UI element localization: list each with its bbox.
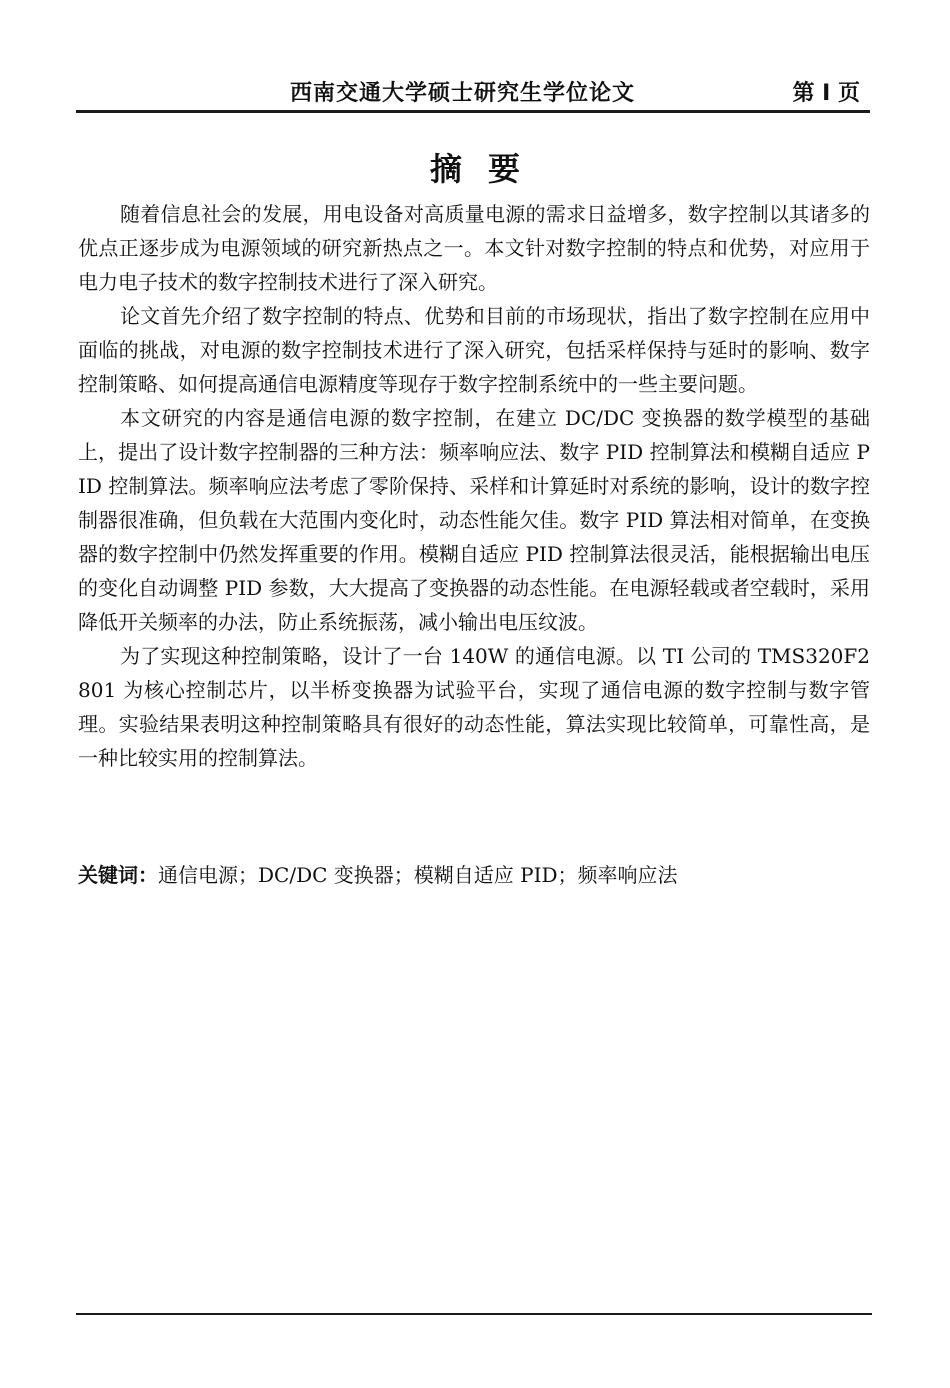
- keywords-line: [78, 858, 870, 892]
- abstract-body: [78, 197, 870, 775]
- footer-rule: [76, 1313, 872, 1315]
- abstract-title: 摘要: [429, 150, 546, 188]
- abstract-paragraph-4: 为了实现这种控制策略，设计了一台 140W 的通信电源。以 TI 公司的 TMS320F2801 为核心控制芯片，以半桥变换器为试验平台，实现了通信电源的数字控制与数字管理。实验结果表明这种控制策略具有很好的动态性能，算法实现比较简单，可靠性高，是一种比较实用的控制算法。: [78, 644, 870, 770]
- abstract-paragraph-2: 论文首先介绍了数字控制的特点、优势和目前的市场现状，指出了数字控制在应用中面临的挑战，对电源的数字控制技术进行了深入研究，包括采样保持与延时的影响、数字控制策略、如何提高通信电源精度等现存于数字控制系统中的一些主要问题。: [78, 304, 870, 396]
- keywords-text: 通信电源；DC/DC 变换器；模糊自适应 PID；频率响应法: [158, 863, 678, 887]
- abstract-paragraph-1: 随着信息社会的发展，用电设备对高质量电源的需求日益增多，数字控制以其诸多的优点正逐步成为电源领域的研究新热点之一。本文针对数字控制的特点和优势，对应用于电力电子技术的数字控制技术进行了深入研究。: [78, 202, 870, 294]
- keywords-label: 关键词：: [78, 863, 158, 887]
- running-header: [76, 72, 870, 113]
- thesis-header-title: 西南交通大学硕士研究生学位论文: [290, 81, 636, 106]
- page-number: 第 I 页: [792, 81, 860, 106]
- abstract-paragraph-3: 本文研究的内容是通信电源的数字控制，在建立 DC/DC 变换器的数学模型的基础上，提出了设计数字控制器的三种方法：频率响应法、数字 PID 控制算法和模糊自适应 PID 控制算法。频率响应法考虑了零阶保持、采样和计算延时对系统的影响，设计的数字控制器很准确，但负载在大范围内变化时，动态性能欠佳。数字 PID 算法相对简单，在变换器的数字控制中仍然发挥重要的作用。模糊自适应 PID 控制算法很灵活，能根据输出电压的变化自动调整 PID 参数，大大提高了变换器的动态性能。在电源轻载或者空载时，采用降低开关频率的办法，防止系统振荡，减小输出电压纹波。: [78, 406, 870, 634]
